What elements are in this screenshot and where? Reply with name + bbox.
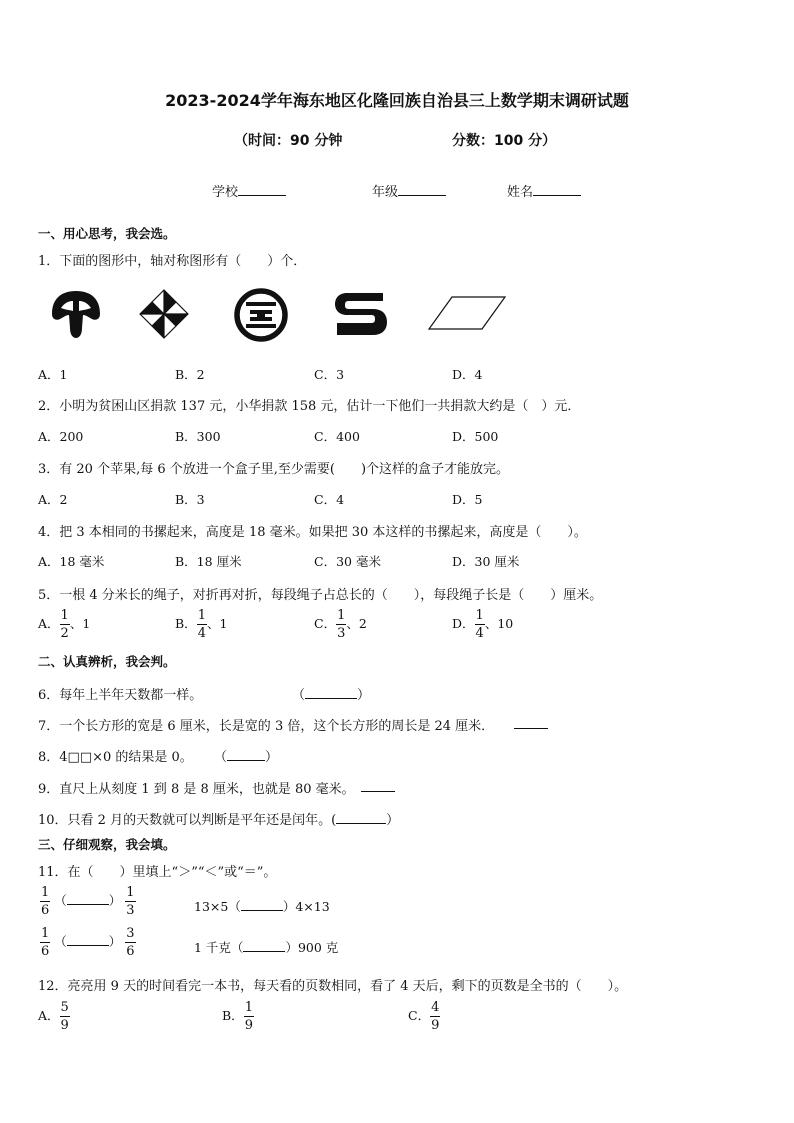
section-3-heading: 三、仔细观察，我会填。 bbox=[38, 837, 176, 852]
grade-label: 年级 bbox=[372, 185, 399, 200]
school-label: 学校 bbox=[212, 185, 239, 200]
parallelogram-shape-icon bbox=[426, 294, 508, 332]
q8-blank[interactable] bbox=[227, 748, 265, 761]
q4-option-c[interactable]: C．30 毫米 bbox=[314, 554, 381, 569]
question-8: 8．4□□×0 的结果是 0。 bbox=[38, 750, 193, 765]
q2-option-b[interactable]: B．300 bbox=[175, 429, 221, 444]
q3-option-c[interactable]: C．4 bbox=[314, 492, 345, 507]
q5-option-a[interactable]: A． $\frac{1}{2}$ 、1 bbox=[38, 608, 91, 641]
q3-option-d[interactable]: D．5 bbox=[452, 492, 483, 507]
q4-option-a[interactable]: A．18 毫米 bbox=[38, 554, 105, 569]
q5-option-d[interactable]: D． $\frac{1}{4}$ 、10 bbox=[452, 608, 514, 641]
q1-option-d[interactable]: D．4 bbox=[452, 367, 483, 382]
q5-b-label: B． bbox=[175, 616, 197, 631]
question-2: 2．小明为贫困山区捐款 137 元，小华捐款 158 元，估计一下他们一共捐款大约是（ ）元． bbox=[38, 399, 581, 414]
grade-blank[interactable] bbox=[398, 183, 446, 196]
q5-c-fraction: $\frac{1}{3}$ bbox=[337, 608, 346, 641]
q5-a-fraction: $\frac{1}{2}$ bbox=[60, 608, 69, 641]
q10-blank[interactable] bbox=[336, 811, 386, 824]
q4-option-d[interactable]: D．30 厘米 bbox=[452, 554, 520, 569]
q1-option-b[interactable]: B．2 bbox=[175, 367, 205, 382]
school-field bbox=[212, 181, 286, 200]
exam-time: （时间：90 分钟 bbox=[234, 133, 343, 149]
q2-option-d[interactable]: D．500 bbox=[452, 429, 499, 444]
pinwheel-shape-icon bbox=[134, 286, 194, 342]
q11-row2-left: $\frac{1}{6}$ （ ） $\frac{3}{6}$ bbox=[41, 926, 135, 959]
q6-blank[interactable] bbox=[305, 686, 357, 699]
mushroom-shape-icon bbox=[48, 288, 104, 340]
question-5: 5．一根 4 分米长的绳子，对折再对折，每段绳子占总长的（ ），每段绳子长是（ ）厘米。 bbox=[38, 588, 603, 603]
name-blank[interactable] bbox=[533, 183, 581, 196]
section-1-heading: 一、用心思考，我会选。 bbox=[38, 226, 176, 241]
question-11: 11．在（ ）里填上“＞”“＜”或“＝”。 bbox=[38, 865, 277, 880]
q11-r2-blank1[interactable] bbox=[67, 933, 109, 946]
question-10: 10．只看 2 月的天数就可以判断是平年还是闰年。( ） bbox=[38, 813, 400, 828]
school-blank[interactable] bbox=[238, 183, 286, 196]
q3-option-b[interactable]: B．3 bbox=[175, 492, 205, 507]
q7-blank[interactable] bbox=[514, 716, 548, 729]
q11-row2-right: 1 千克（ ）900 克 bbox=[194, 940, 339, 955]
page-title: 2023-2024学年海东地区化隆回族自治县三上数学期末调研试题 bbox=[165, 91, 629, 110]
q11-row1-right: 13×5（ ）4×13 bbox=[194, 899, 330, 914]
q2-option-c[interactable]: C．400 bbox=[314, 429, 360, 444]
q5-option-b[interactable]: B． $\frac{1}{4}$ 、1 bbox=[175, 608, 228, 641]
q11-r2-blank2[interactable] bbox=[243, 939, 285, 952]
q11-r1-blank1[interactable] bbox=[67, 892, 109, 905]
q12-b-fraction: $\frac{1}{9}$ bbox=[244, 1000, 253, 1033]
q3-option-a[interactable]: A．2 bbox=[38, 492, 68, 507]
q2-option-a[interactable]: A．200 bbox=[38, 429, 84, 444]
q12-c-fraction: $\frac{4}{9}$ bbox=[431, 1000, 440, 1033]
q5-option-c[interactable]: C． $\frac{1}{3}$ 、2 bbox=[314, 608, 367, 641]
q5-a-label: A． bbox=[38, 616, 60, 631]
q12-a-fraction: $\frac{5}{9}$ bbox=[60, 1000, 69, 1033]
exam-score: 分数：100 分） bbox=[452, 133, 557, 149]
q1-option-c[interactable]: C．3 bbox=[314, 367, 345, 382]
name-field bbox=[507, 181, 581, 200]
q5-c-label: C． bbox=[314, 616, 337, 631]
grade-field bbox=[372, 181, 446, 200]
q12-option-c[interactable]: C． $\frac{4}{9}$ bbox=[408, 1000, 440, 1033]
q11-r1-blank2[interactable] bbox=[241, 898, 283, 911]
q1-option-a[interactable]: A．1 bbox=[38, 367, 68, 382]
q9-blank[interactable] bbox=[361, 779, 395, 792]
question-6: 6．每年上半年天数都一样。 bbox=[38, 688, 203, 703]
s-logo-shape-icon bbox=[333, 289, 389, 339]
question-4: 4．把 3 本相同的书摞起来，高度是 18 毫米。如果把 30 本这样的书摞起来，高度是（ ）。 bbox=[38, 525, 587, 540]
question-3: 3．有 20 个苹果,每 6 个放进一个盒子里,至少需要( )个这样的盒子才能放完。 bbox=[38, 462, 510, 477]
q12-option-a[interactable]: A． $\frac{5}{9}$ bbox=[38, 1000, 69, 1033]
q11-row1-left: $\frac{1}{6}$ （ ） $\frac{1}{3}$ bbox=[41, 885, 135, 918]
section-2-heading: 二、认真辨析，我会判。 bbox=[38, 654, 176, 669]
q6-answer[interactable]: （ ） bbox=[292, 688, 371, 703]
question-7: 7．一个长方形的宽是 6 厘米，长是宽的 3 倍，这个长方形的周长是 24 厘米． bbox=[38, 719, 495, 734]
circle-emblem-shape-icon bbox=[233, 287, 289, 343]
question-9: 9．直尺上从刻度 1 到 8 是 8 厘米，也就是 80 毫米。 bbox=[38, 782, 355, 797]
q12-option-b[interactable]: B． $\frac{1}{9}$ bbox=[222, 1000, 253, 1033]
question-1: 1．下面的图形中，轴对称图形有（ ）个． bbox=[38, 254, 307, 269]
q8-answer[interactable]: （ ） bbox=[214, 750, 279, 765]
q5-d-label: D． bbox=[452, 616, 475, 631]
question-12: 12．亮亮用 9 天的时间看完一本书，每天看的页数相同，看了 4 天后，剩下的页数是全书的（ ）。 bbox=[38, 979, 628, 994]
q4-option-b[interactable]: B．18 厘米 bbox=[175, 554, 242, 569]
name-label: 姓名 bbox=[507, 185, 534, 200]
q5-d-fraction: $\frac{1}{4}$ bbox=[475, 608, 484, 641]
q5-b-fraction: $\frac{1}{4}$ bbox=[197, 608, 206, 641]
